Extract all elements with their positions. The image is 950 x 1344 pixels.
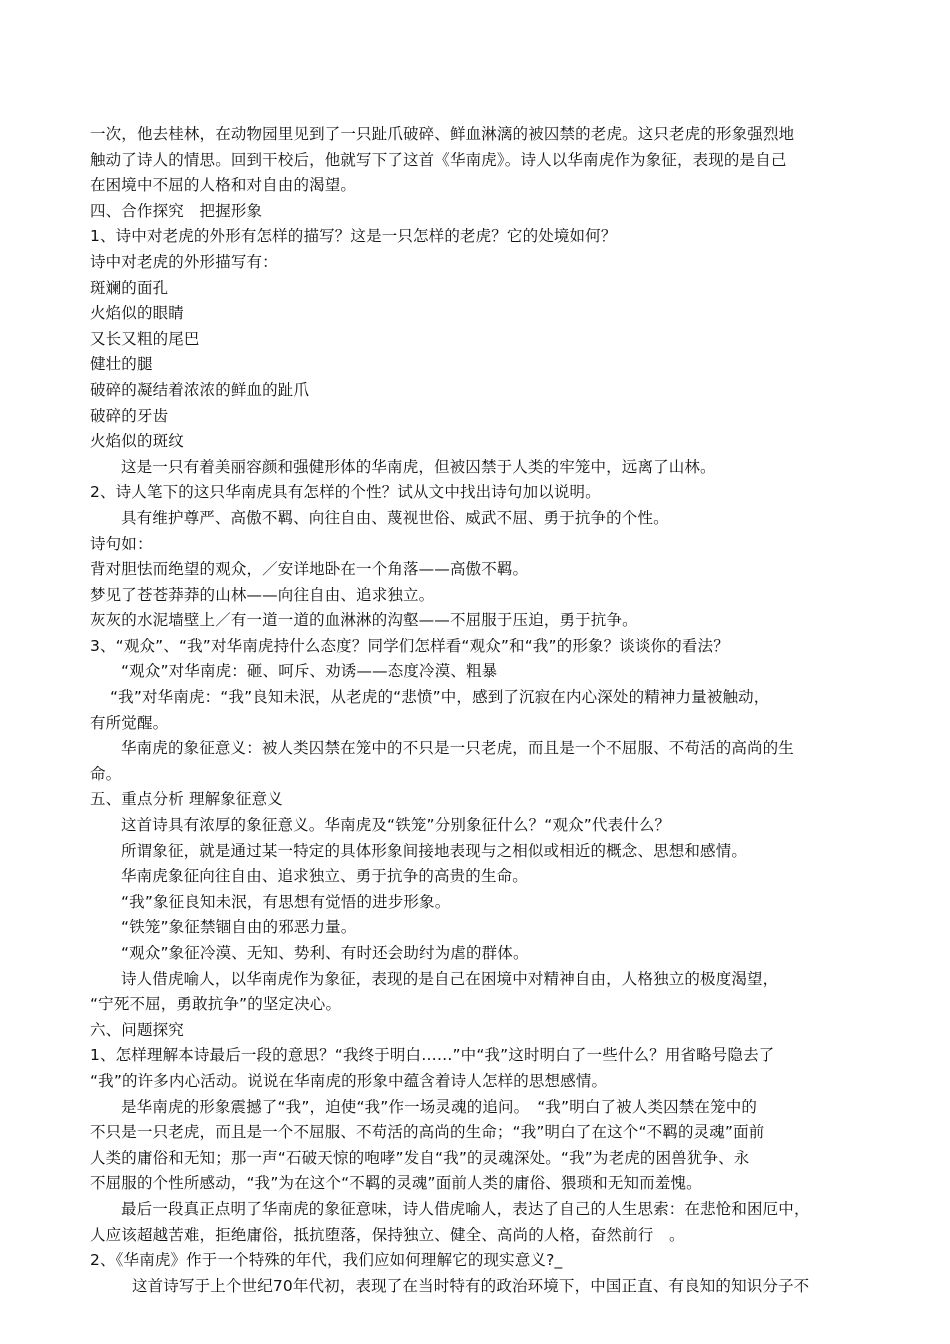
document-body — [90, 122, 880, 1299]
question-line: “我”的许多内心活动。说说在华南虎的形象中蕴含着诗人怎样的思想感情。 — [90, 1071, 608, 1090]
paragraph-line: 是华南虎的形象震撼了“我”，迫使“我”作一场灵魂的追问。 “我”明白了被人类囚禁在笼中的 — [121, 1097, 758, 1116]
paragraph-line: “观众”对华南虎：砸、呵斥、劝诱——态度冷漠、粗暴 — [121, 662, 498, 681]
paragraph-line: 触动了诗人的情思。回到干校后，他就写下了这首《华南虎》。诗人以华南虎作为象征，表现的是自己 — [90, 150, 787, 169]
paragraph-line: “我”对华南虎：“我”良知未泯，从老虎的“悲愤”中，感到了沉寂在内心深处的精神力量被触动， — [110, 688, 770, 707]
paragraph-line: 具有维护尊严、高傲不羁、向往自由、蔑视世俗、威武不屈、勇于抗争的个性。 — [121, 508, 669, 527]
paragraph-line: 这首诗具有浓厚的象征意义。华南虎及“铁笼”分别象征什么？“观众”代表什么？ — [121, 816, 671, 835]
list-item: 健壮的腿 — [90, 355, 153, 374]
paragraph-line: 华南虎象征向往自由、追求独立、勇于抗争的高贵的生命。 — [121, 867, 528, 886]
list-item: 火焰似的眼睛 — [90, 304, 184, 323]
paragraph-line: 背对胆怯而绝望的观众，／安详地卧在一个角落——高傲不羁。 — [90, 560, 529, 579]
question-line: 1、诗中对老虎的外形有怎样的描写？这是一只怎样的老虎？它的处境如何？ — [90, 227, 617, 246]
paragraph-line: “我”象征良知未泯，有思想有觉悟的进步形象。 — [121, 892, 451, 911]
paragraph-line: “宁死不屈，勇敢抗争”的坚定决心。 — [90, 995, 342, 1014]
paragraph-line: 诗中对老虎的外形描写有： — [90, 252, 278, 271]
section-heading: 四、合作探究 把握形象 — [90, 201, 263, 220]
paragraph-line: 一次，他去桂林，在动物园里见到了一只趾爪破碎、鲜血淋漓的被囚禁的老虎。这只老虎的形象强烈地 — [90, 125, 795, 143]
list-item: 破碎的凝结着浓浓的鲜血的趾爪 — [90, 380, 310, 399]
paragraph-line: 诗人借虎喻人，以华南虎作为象征，表现的是自己在困境中对精神自由，人格独立的极度渴望， — [121, 969, 779, 988]
paragraph-line: 不只是一只老虎，而且是一个不屈服、不苟活的高尚的生命；“我”明白了在这个“不羁的灵魂”面前 — [90, 1123, 765, 1142]
question-line: 3、“观众”、“我”对华南虎持什么态度？同学们怎样看“观众”和“我”的形象？谈谈你的看法？ — [90, 636, 729, 655]
paragraph-line: 灰灰的水泥墙壁上／有一道一道的血淋淋的沟壑——不屈服于压迫，勇于抗争。 — [90, 611, 638, 630]
paragraph-line: 人应该超越苦难，拒绝庸俗，抵抗堕落，保持独立、健全、高尚的人格，奋然前行 。 — [90, 1225, 685, 1244]
paragraph-line: 在困境中不屈的人格和对自由的渴望。 — [90, 176, 357, 195]
paragraph-line: “铁笼”象征禁锢自由的邪恶力量。 — [121, 918, 357, 937]
list-item: 破碎的牙齿 — [90, 406, 169, 425]
question-line: 1、怎样理解本诗最后一段的意思？“我终于明白……”中“我”这时明白了一些什么？用省略号隐去了 — [90, 1046, 775, 1065]
list-item: 斑斓的面孔 — [90, 278, 169, 297]
paragraph-line: 有所觉醒。 — [90, 713, 169, 732]
list-item: 火焰似的斑纹 — [90, 432, 184, 451]
paragraph-line: 华南虎的象征意义：被人类囚禁在笼中的不只是一只老虎，而且是一个不屈服、不苟活的高尚的生 — [121, 739, 794, 758]
section-heading: 六、问题探究 — [90, 1020, 184, 1039]
question-line: 2、诗人笔下的这只华南虎具有怎样的个性？试从文中找出诗句加以说明。 — [90, 483, 601, 502]
paragraph-line: 所谓象征，就是通过某一特定的具体形象间接地表现与之相似或相近的概念、思想和感情。 — [121, 841, 748, 860]
paragraph-line: “观众”象征冷漠、无知、势利、有时还会助纣为虐的群体。 — [121, 944, 529, 962]
section-heading: 五、重点分析 理解象征意义 — [90, 790, 283, 809]
paragraph-line: 诗句如： — [90, 534, 153, 553]
paragraph-line: 这首诗写于上个世纪70年代初，表现了在当时特有的政治环境下，中国正直、有良知的知识分子不 — [132, 1276, 810, 1295]
paragraph-line: 梦见了苍苍莽莽的山林——向往自由、追求独立。 — [90, 585, 435, 604]
paragraph-line: 这是一只有着美丽容颜和强健形体的华南虎，但被囚禁于人类的牢笼中，远离了山林。 — [121, 457, 716, 476]
question-line: 2、《华南虎》作于一个特殊的年代，我们应如何理解它的现实意义?_ — [90, 1251, 563, 1270]
paragraph-line: 人类的庸俗和无知；那一声“石破天惊的咆哮”发自“我”的灵魂深处。“我”为老虎的困兽犹争、永 — [90, 1148, 750, 1167]
paragraph-line: 不屈服的个性所感动，“我”为在这个“不羁的灵魂”面前人类的庸俗、猥琐和无知而羞愧。 — [90, 1174, 702, 1193]
list-item: 又长又粗的尾巴 — [90, 329, 200, 348]
paragraph-line: 命。 — [90, 764, 122, 783]
paragraph-line: 最后一段真正点明了华南虎的象征意味，诗人借虎喻人，表达了自己的人生思索：在悲怆和困厄中， — [121, 1199, 810, 1218]
